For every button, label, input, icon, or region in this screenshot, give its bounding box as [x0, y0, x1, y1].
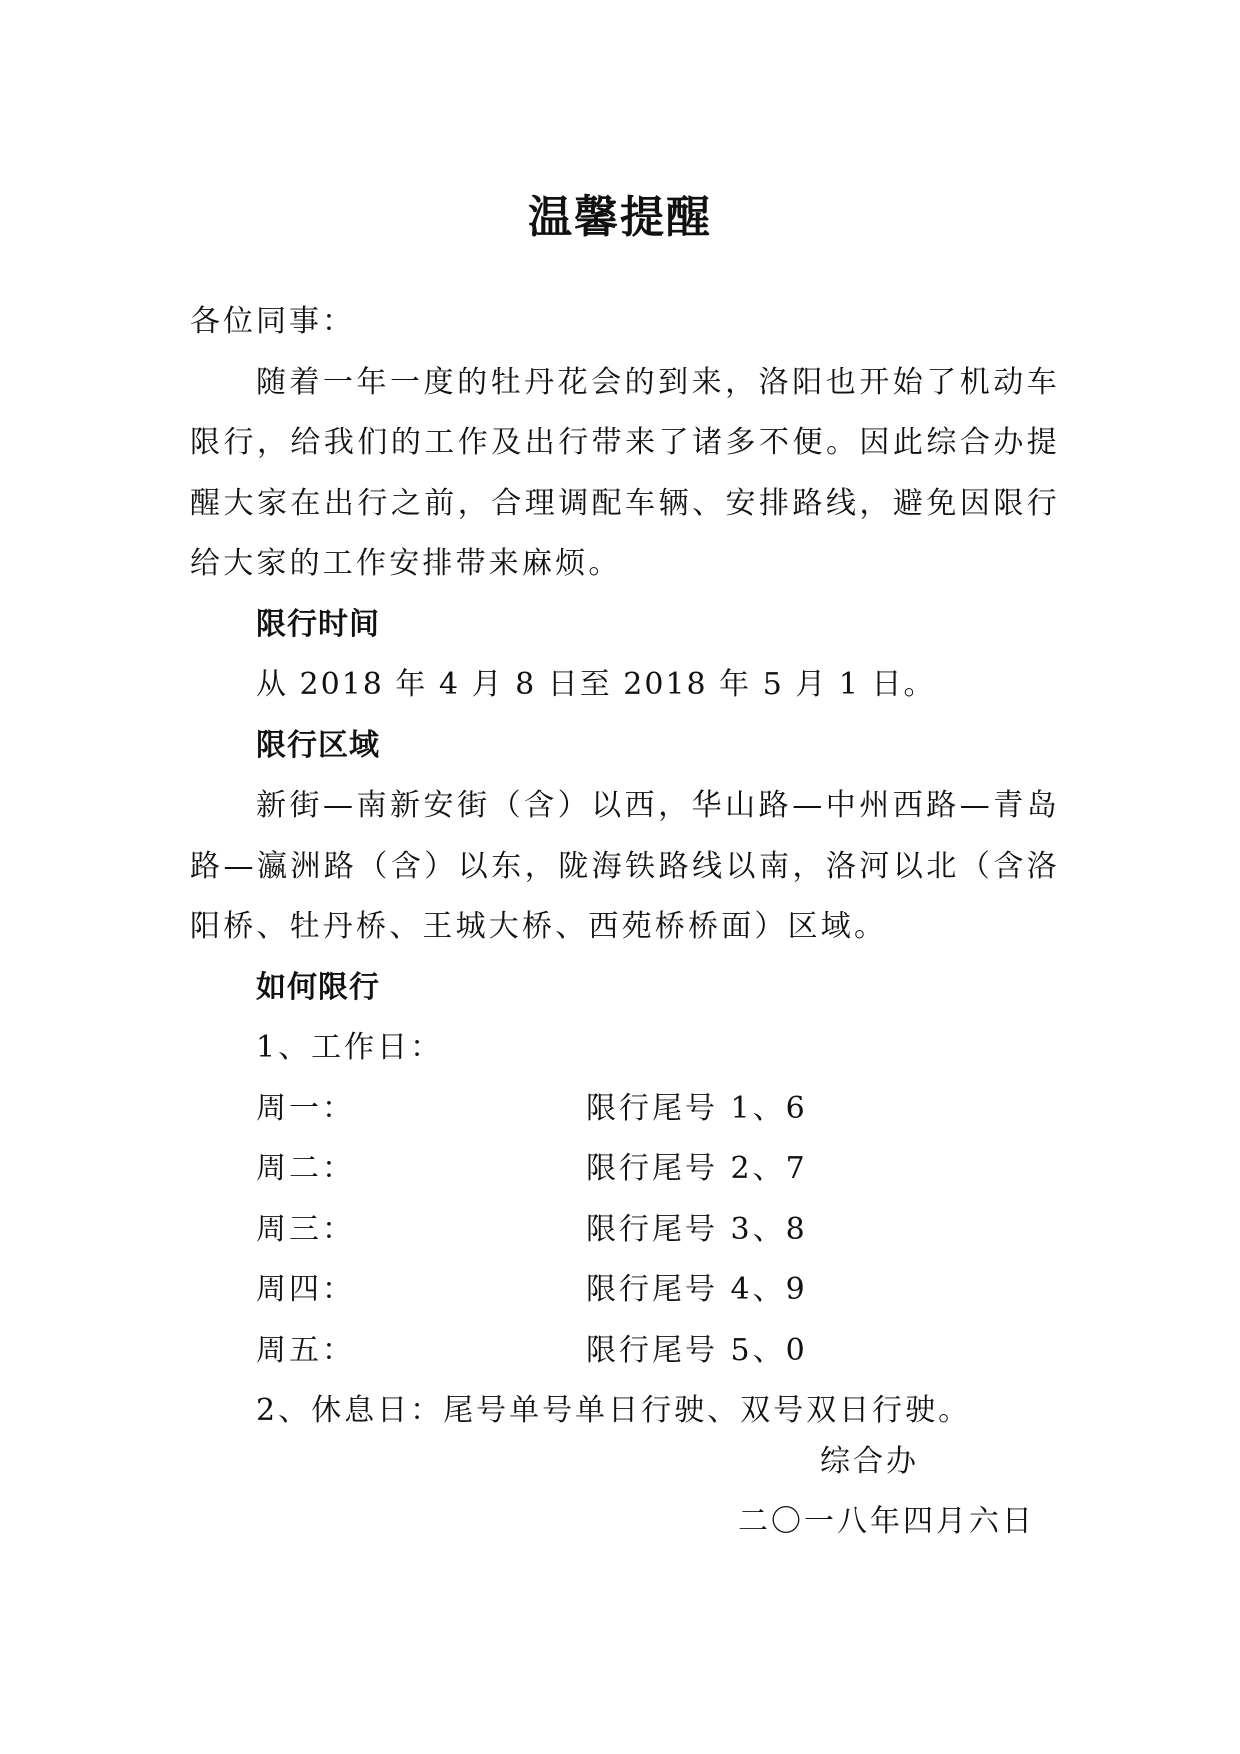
restday-text: 2、休息日：尾号单号单日行驶、双号双日行驶。 [256, 1393, 972, 1428]
area-heading: 限行区域 [256, 727, 380, 763]
weekday-name: 周四： [256, 1272, 355, 1307]
weekday-row-fri [190, 1321, 1060, 1382]
weekday-row-thu [190, 1260, 1060, 1321]
weekday-name: 周三： [256, 1211, 355, 1247]
weekday-rule: 限行尾号 5、0 [586, 1332, 808, 1368]
time-text: 从 2018 年 4 月 8 日至 2018 年 5 月 1 日。 [256, 667, 936, 702]
weekday-row-mon [190, 1079, 1060, 1140]
area-paragraph: 新街—南新安街（含）以西，华山路—中州西路—青岛路—瀛洲路（含）以东，陇海铁路线以南，洛河以北（含洛阳桥、牡丹桥、王城大桥、西苑桥桥面）区域。 [190, 788, 1060, 944]
weekday-name: 周一： [256, 1090, 355, 1126]
weekday-rule: 限行尾号 4、9 [586, 1272, 808, 1307]
weekday-rule: 限行尾号 2、7 [586, 1151, 808, 1186]
weekday-rule: 限行尾号 1、6 [586, 1090, 808, 1126]
notice-title: 温馨提醒 [528, 192, 712, 243]
weekday-name: 周五： [256, 1332, 355, 1368]
signature-date: 二〇一八年四月六日 [738, 1504, 1035, 1539]
weekday-rule: 限行尾号 3、8 [586, 1211, 808, 1247]
signature-department: 综合办 [820, 1444, 919, 1479]
notice-body [190, 292, 1060, 1442]
workday-label: 1、工作日： [256, 1030, 444, 1065]
weekday-row-wed [190, 1200, 1060, 1261]
time-heading: 限行时间 [256, 606, 380, 642]
weekday-name: 周二： [256, 1151, 355, 1186]
salutation: 各位同事： [190, 304, 355, 339]
weekday-row-tue [190, 1139, 1060, 1200]
intro-paragraph: 随着一年一度的牡丹花会的到来，洛阳也开始了机动车限行，给我们的工作及出行带来了诸多不便。因此综合办提醒大家在出行之前，合理调配车辆、安排路线，避免因限行给大家的工作安排带来麻烦。 [190, 364, 1060, 581]
how-heading: 如何限行 [256, 969, 380, 1005]
